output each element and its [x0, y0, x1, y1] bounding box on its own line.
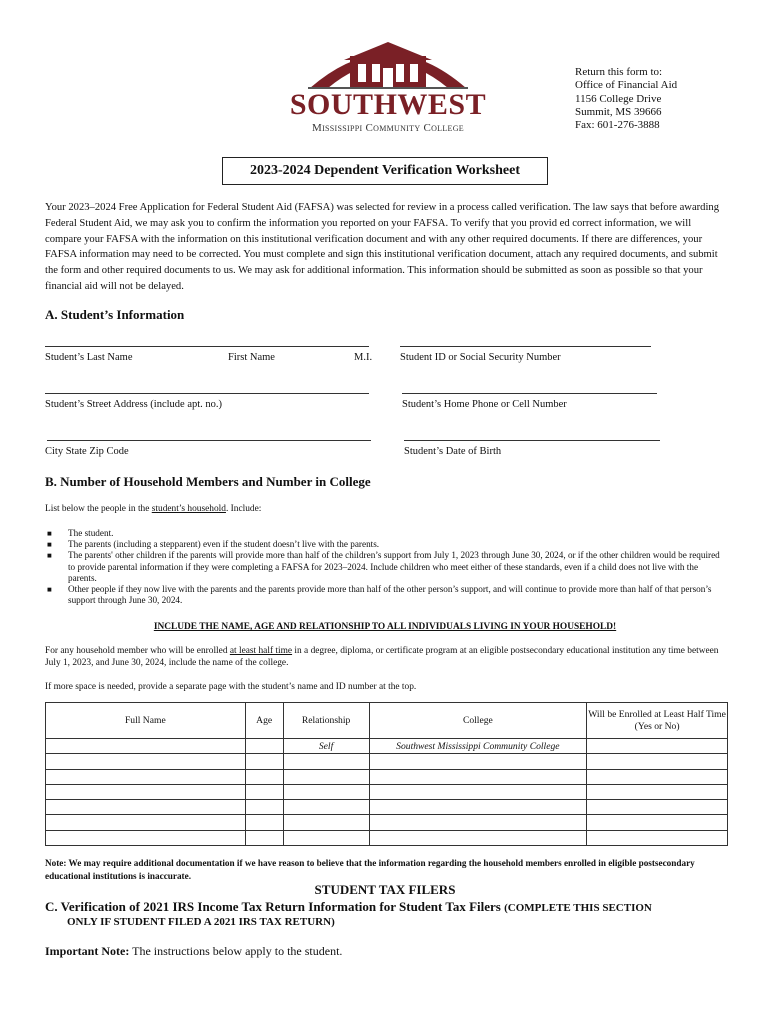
cell-age[interactable]	[245, 784, 283, 799]
cell-half-time[interactable]	[587, 815, 728, 830]
cell-name[interactable]	[46, 830, 246, 845]
table-row	[46, 739, 728, 754]
student-household-link: student’s household	[151, 504, 226, 514]
cell-name[interactable]	[46, 784, 246, 799]
cell-relationship[interactable]	[283, 800, 369, 815]
bullet-text: The parents' other children if the parents will provide more than half of the children’s support from July 1, 2023 through June 30, 2024, or if the other children would be required to provide parental information if they were completing a FAFSA for 2023–2024. Include children who meet either of these standards, even if a child does not live with the parents.	[68, 550, 720, 583]
list-intro-pre: List below the people in the	[45, 504, 152, 514]
important-note	[45, 944, 342, 959]
dob-label: Student’s Date of Birth	[404, 446, 502, 457]
cell-college[interactable]	[369, 784, 587, 799]
dob-line[interactable]	[404, 440, 660, 441]
col-college: College	[369, 703, 587, 739]
table-row	[46, 784, 728, 799]
student-id-line[interactable]	[400, 346, 651, 347]
cell-name[interactable]	[46, 739, 246, 754]
list-intro	[45, 503, 261, 515]
bullet-text: The student.	[68, 528, 114, 538]
logo-subtitle: Mississippi Community College	[312, 122, 464, 134]
cell-college[interactable]	[369, 800, 587, 815]
more-space-note: If more space is needed, provide a separate page with the student’s name and ID number at the top.	[45, 682, 417, 692]
documentation-note: Note: We may require additional documentation if we have reason to believe that the information regarding the household members enrolled in eligible postsecondary educational institutions is inaccurate.	[45, 858, 695, 881]
bullet-icon: ■	[47, 529, 52, 538]
college-building-icon	[288, 30, 488, 90]
col-relationship: Relationship	[283, 703, 369, 739]
section-b-title: B. Number of Household Members and Number in College	[45, 474, 371, 489]
cell-relationship[interactable]	[283, 769, 369, 784]
list-item	[45, 584, 725, 606]
address-label: Student’s Street Address (include apt. no.)	[45, 399, 223, 410]
return-line: Fax: 601-276-3888	[575, 119, 660, 132]
return-address	[575, 66, 677, 132]
enroll-pre: For any household member who will be enrolled	[45, 646, 230, 656]
intro-paragraph: Your 2023–2024 Free Application for Federal Student Aid (FAFSA) was selected for review in a process called verification. The law says that before awarding Federal Student Aid, we may ask you to confirm the information you reported on your FAFSA. To verify that you provid ed correct information, we will compare your FAFSA with the information on this institutional verification document and with any other required documents. If there are differences, your FAFSA information may need to be corrected. You must complete and sign this institutional verification document, attach any required documents, and submit the form and other required documents to us. We may ask for additional information. This information should be submitted as soon as possible so that your financial aid will not be delayed.	[45, 202, 720, 292]
first-name-label: First Name	[228, 352, 275, 363]
address-line[interactable]	[45, 393, 369, 394]
bullet-icon: ■	[47, 540, 52, 550]
cell-age[interactable]	[245, 769, 283, 784]
worksheet-title: 2023-2024 Dependent Verification Worksheet	[222, 157, 548, 185]
col-age: Age	[245, 703, 283, 739]
bullet-icon: ■	[47, 585, 52, 595]
important-text: The instructions below apply to the student.	[129, 944, 343, 958]
cell-name[interactable]	[46, 754, 246, 769]
section-a-title: A. Student’s Information	[45, 307, 185, 322]
bullet-text: The parents (including a stepparent) even if the student doesn’t live with the parents.	[68, 539, 380, 550]
return-line: Office of Financial Aid	[575, 79, 678, 92]
cell-college[interactable]	[369, 769, 587, 784]
col-full-name: Full Name	[46, 703, 246, 739]
cell-relationship[interactable]	[283, 815, 369, 830]
table-row	[46, 754, 728, 769]
cell-college[interactable]	[369, 815, 587, 830]
cell-age[interactable]	[245, 815, 283, 830]
return-line: Summit, MS 39666	[575, 105, 662, 118]
cell-relationship[interactable]: Self	[283, 739, 369, 754]
section-c-paren-2: ONLY IF STUDENT FILED A 2021 IRS TAX RETURN)	[67, 916, 335, 928]
college-logo	[288, 30, 488, 134]
cell-name[interactable]	[46, 815, 246, 830]
phone-line[interactable]	[402, 393, 657, 394]
cell-relationship[interactable]	[283, 830, 369, 845]
cell-age[interactable]	[245, 754, 283, 769]
cell-name[interactable]	[46, 800, 246, 815]
table-row	[46, 800, 728, 815]
household-notice: INCLUDE THE NAME, AGE AND RELATIONSHIP TO ALL INDIVIDUALS LIVING IN YOUR HOUSEHOLD!	[153, 622, 617, 632]
city-label: City State Zip Code	[45, 446, 129, 457]
cell-half-time[interactable]	[587, 800, 728, 815]
city-line[interactable]	[47, 440, 371, 441]
cell-college[interactable]	[369, 830, 587, 845]
cell-college[interactable]	[369, 754, 587, 769]
section-c-title	[45, 898, 735, 917]
section-c-paren-1: (COMPLETE THIS SECTION	[504, 902, 652, 914]
cell-half-time[interactable]	[587, 739, 728, 754]
mi-label: M.I.	[354, 352, 373, 363]
cell-age[interactable]	[245, 739, 283, 754]
table-row	[46, 815, 728, 830]
section-c-title-text: C. Verification of 2021 IRS Income Tax Return Information for Student Tax Filers	[45, 899, 501, 914]
household-bullets	[45, 528, 725, 606]
cell-half-time[interactable]	[587, 754, 728, 769]
cell-half-time[interactable]	[587, 830, 728, 845]
last-name-line[interactable]	[45, 346, 369, 347]
enrollment-instructions	[45, 645, 728, 670]
cell-age[interactable]	[245, 830, 283, 845]
last-name-label: Student’s Last Name	[45, 352, 133, 363]
table-row	[46, 769, 728, 784]
cell-half-time[interactable]	[587, 769, 728, 784]
student-id-label: Student ID or Social Security Number	[400, 352, 561, 363]
list-intro-post: . Include:	[225, 504, 262, 514]
half-time-link: at least half time	[229, 646, 293, 656]
important-label: Important Note:	[45, 944, 130, 958]
phone-label: Student’s Home Phone or Cell Number	[402, 399, 567, 410]
cell-name[interactable]	[46, 769, 246, 784]
cell-age[interactable]	[245, 800, 283, 815]
cell-relationship[interactable]	[283, 784, 369, 799]
list-item	[45, 550, 725, 584]
cell-college[interactable]: Southwest Mississippi Community College	[369, 739, 587, 754]
enroll-post: in a degree, diploma, or certificate program at an eligible postsecondary educational institution any time between July 1, 2023, and June 30, 2024, include the name of the college.	[45, 646, 719, 669]
cell-relationship[interactable]	[283, 754, 369, 769]
household-table	[45, 702, 728, 846]
table-header-row	[46, 703, 728, 739]
bullet-icon: ■	[47, 551, 52, 561]
list-item	[45, 528, 725, 539]
list-item	[45, 539, 725, 550]
table-row	[46, 830, 728, 845]
student-tax-filers-heading: STUDENT TAX FILERS	[314, 882, 456, 897]
cell-half-time[interactable]	[587, 784, 728, 799]
logo-name: SOUTHWEST	[289, 88, 487, 121]
col-half-time: Will be Enrolled at Least Half Time (Yes or No)	[587, 703, 728, 739]
bullet-text: Other people if they now live with the parents and the parents provide more than half of the other person’s support, and will continue to provide more than half of that person’s support through June 30, 2024.	[68, 584, 712, 606]
return-line: Return this form to:	[575, 66, 663, 78]
return-line: 1156 College Drive	[575, 92, 662, 105]
